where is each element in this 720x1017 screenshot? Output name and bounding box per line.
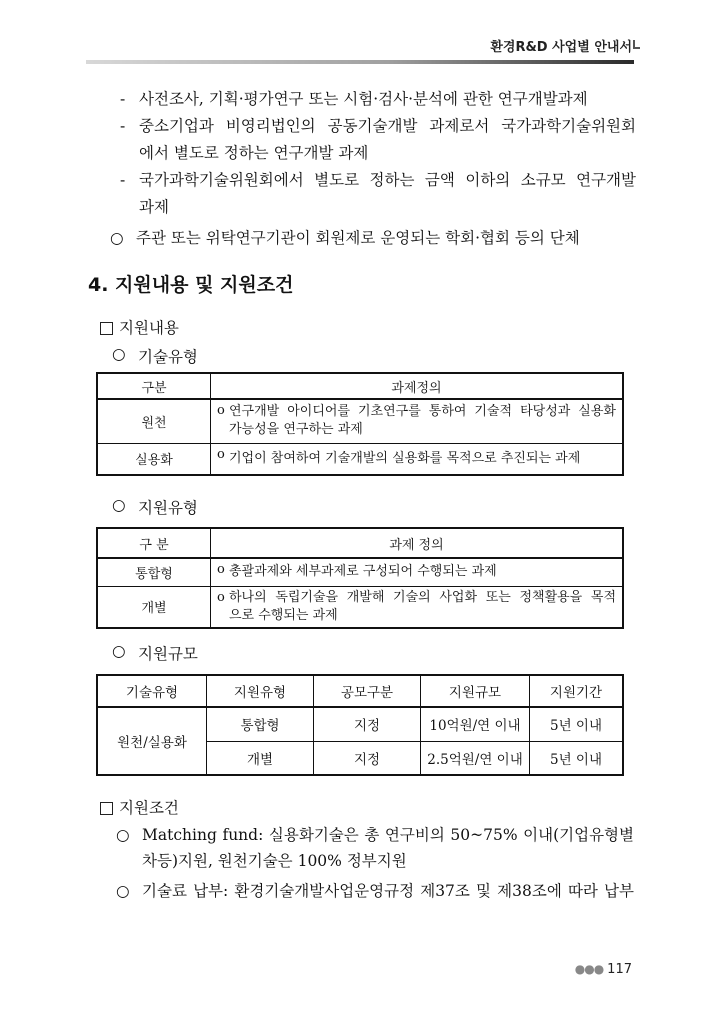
support-scale-table xyxy=(96,674,624,776)
page-footer xyxy=(575,962,632,977)
tech-type-table xyxy=(96,372,624,476)
table-cell: 개별 xyxy=(97,586,211,628)
table-cell: 통합형 xyxy=(97,558,211,586)
header-corner-icon xyxy=(633,40,640,49)
list-item-text: 주관 또는 위탁연구기관이 회원제로 운영되는 학회·협회 등의 단체 xyxy=(136,229,580,247)
circle-marker: ○ xyxy=(116,826,130,844)
table-header: 과제정의 xyxy=(211,373,624,399)
table-cell: o 총괄과제와 세부과제로 구성되어 수행되는 과제 xyxy=(211,558,624,586)
table-cell: 원천 xyxy=(97,399,211,443)
heading-label: 지원조건 xyxy=(119,799,179,817)
circle-marker: ○ xyxy=(112,642,126,660)
list-item-text: 중소기업과 비영리법인의 공동기술개발 과제로서 국가과학기술위원회 xyxy=(139,117,636,135)
table-cell: o 기업이 참여하여 기술개발의 실용화를 목적으로 추진되는 과제 xyxy=(211,443,624,475)
table-cell: 원천/실용화 xyxy=(97,707,207,775)
list-item-text: 국가과학기술위원회에서 별도로 정하는 금액 이하의 소규모 연구개발 xyxy=(139,171,636,189)
dots-icon: ●●● xyxy=(574,962,604,976)
header-title: 환경R&D 사업별 안내서 xyxy=(490,40,632,55)
checkbox-square-icon xyxy=(100,802,113,815)
table-cell: o 연구개발 아이디어를 기초연구를 통하여 기술적 타당성과 실용화 가능성을 연구하는 과제 xyxy=(211,399,624,443)
table-cell: 2.5억원/연 이내 xyxy=(421,741,530,775)
list-item-text: 사전조사, 기획·평가연구 또는 시험·검사·분석에 관한 연구개발과제 xyxy=(139,90,588,108)
table-header: 구분 xyxy=(97,373,211,399)
intro-list xyxy=(110,86,636,252)
list-item xyxy=(116,878,634,904)
table-cell: 10억원/연 이내 xyxy=(421,707,530,741)
table-row xyxy=(97,443,623,475)
support-type-table xyxy=(96,527,624,629)
table-cell: 통합형 xyxy=(207,707,314,741)
support-type-heading xyxy=(112,496,198,518)
table-header: 지원규모 xyxy=(421,675,530,707)
heading-label: 기술유형 xyxy=(138,348,198,366)
support-condition-list xyxy=(116,822,634,904)
circle-marker: ○ xyxy=(112,345,126,363)
list-item xyxy=(116,167,636,221)
dash-marker: - xyxy=(120,171,126,189)
heading-label: 지원내용 xyxy=(119,319,179,337)
list-item-text-cont: 에서 별도로 정하는 연구개발 과제 xyxy=(139,144,369,162)
list-item-text: 기술료 납부: 환경기술개발사업운영규정 제37조 및 제38조에 따라 납부 xyxy=(142,882,634,900)
table-cell: 개별 xyxy=(207,741,314,775)
tech-type-heading xyxy=(112,345,198,367)
heading-label: 지원유형 xyxy=(138,499,198,517)
circle-marker: ○ xyxy=(112,496,126,514)
table-header: 지원유형 xyxy=(207,675,314,707)
dash-marker: - xyxy=(120,90,126,108)
list-item xyxy=(116,822,634,874)
bullet-marker: o xyxy=(217,589,225,605)
table-row xyxy=(97,586,623,628)
table-row xyxy=(97,399,623,443)
table-header: 과제 정의 xyxy=(211,528,624,558)
table-cell: 지정 xyxy=(314,741,421,775)
table-row xyxy=(97,558,623,586)
list-item xyxy=(110,225,636,252)
circle-marker: ○ xyxy=(116,882,130,900)
table-cell: 실용화 xyxy=(97,443,211,475)
table-header: 공모구분 xyxy=(314,675,421,707)
table-cell: o 하나의 독립기술을 개발해 기술의 사업화 또는 정책활용을 목적 으로 수행되는 과제 xyxy=(211,586,624,628)
table-header: 기술유형 xyxy=(97,675,207,707)
heading-label: 지원규모 xyxy=(138,645,198,663)
table-cell: 5년 이내 xyxy=(530,741,624,775)
header-rule xyxy=(86,60,634,64)
table-header: 구 분 xyxy=(97,528,211,558)
bullet-marker: o xyxy=(217,403,225,418)
section-title: 4. 지원내용 및 지원조건 xyxy=(88,274,294,296)
support-scale-heading xyxy=(112,642,198,664)
page-number: 117 xyxy=(607,962,632,977)
list-item-text-cont: 과제 xyxy=(139,198,169,216)
table-row xyxy=(97,707,623,741)
list-item-text: Matching fund: 실용화기술은 총 연구비의 50~75% 이내(기업유형별 xyxy=(142,826,634,844)
table-cell: 5년 이내 xyxy=(530,707,624,741)
dash-marker: - xyxy=(120,117,126,135)
bullet-marker: o xyxy=(217,446,225,462)
support-content-heading xyxy=(100,316,179,338)
table-header: 지원기간 xyxy=(530,675,624,707)
list-item-text-cont: 차등)지원, 원천기술은 100% 정부지원 xyxy=(142,852,407,870)
support-condition-heading xyxy=(100,796,179,818)
bullet-marker: o xyxy=(217,562,225,577)
table-cell: 지정 xyxy=(314,707,421,741)
circle-marker: ○ xyxy=(110,229,124,247)
checkbox-square-icon xyxy=(100,322,113,335)
list-item xyxy=(116,113,636,167)
list-item xyxy=(116,86,636,113)
